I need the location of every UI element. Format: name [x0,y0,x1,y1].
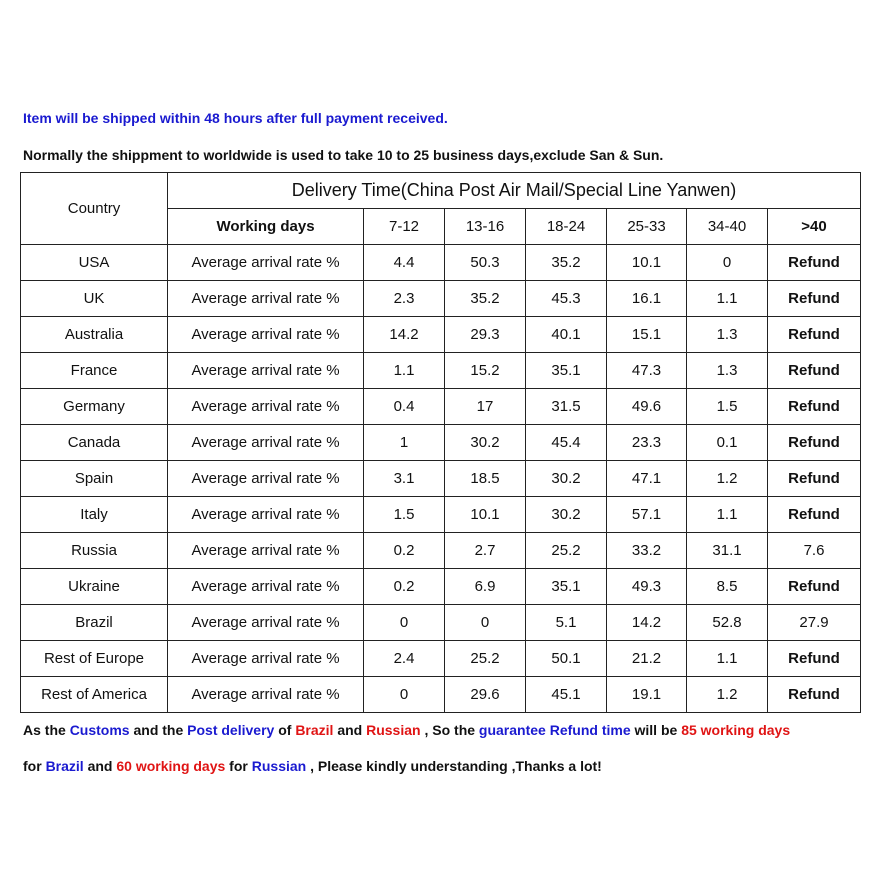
value-cell: 31.1 [687,533,768,569]
footer-segment: for [23,758,46,774]
range-header: 34-40 [687,209,768,245]
table-row [21,533,861,569]
country-cell: Germany [21,389,168,425]
country-cell: Brazil [21,605,168,641]
value-cell: 49.3 [607,569,687,605]
value-cell: 47.3 [607,353,687,389]
footer-segment: and the [129,722,188,738]
value-cell: 8.5 [687,569,768,605]
value-cell: 0 [445,605,526,641]
value-cell: Refund [768,497,861,533]
value-cell: 14.2 [364,317,445,353]
value-cell: Refund [768,677,861,713]
value-cell: 17 [445,389,526,425]
value-cell: 35.2 [445,281,526,317]
footer-segment: 85 working days [681,722,791,738]
range-header: 13-16 [445,209,526,245]
value-cell: 0 [687,245,768,281]
value-cell: Refund [768,281,861,317]
value-cell: 15.1 [607,317,687,353]
footer-line-1 [23,722,790,738]
delivery-note: Normally the shippment to worldwide is used to take 10 to 25 business days,exclude San & Sun. [23,147,664,163]
country-cell: France [21,353,168,389]
value-cell: Refund [768,317,861,353]
footer-segment: , Please kindly understanding ,Thanks a lot! [306,758,602,774]
country-cell: Canada [21,425,168,461]
footer-segment: will be [630,722,682,738]
table-row [21,281,861,317]
value-cell: 6.9 [445,569,526,605]
metric-label-cell: Average arrival rate % [168,461,364,497]
footer-segment: 60 working days [116,758,226,774]
value-cell: 10.1 [607,245,687,281]
value-cell: 0.1 [687,425,768,461]
footer-segment: Post delivery [187,722,275,738]
country-cell: UK [21,281,168,317]
metric-label-cell: Average arrival rate % [168,533,364,569]
table-row [21,641,861,677]
value-cell: 0.4 [364,389,445,425]
value-cell: 15.2 [445,353,526,389]
value-cell: 29.3 [445,317,526,353]
footer-segment: for [225,758,252,774]
value-cell: 21.2 [607,641,687,677]
value-cell: 1.3 [687,317,768,353]
value-cell: 1 [364,425,445,461]
table-row [21,389,861,425]
value-cell: 10.1 [445,497,526,533]
footer-segment: guarantee Refund time [478,722,631,738]
table-row [21,317,861,353]
value-cell: 49.6 [607,389,687,425]
value-cell: 1.2 [687,461,768,497]
value-cell: 2.4 [364,641,445,677]
range-header: 18-24 [526,209,607,245]
value-cell: 50.3 [445,245,526,281]
value-cell: 18.5 [445,461,526,497]
table-row [21,497,861,533]
value-cell: Refund [768,641,861,677]
table-row [21,605,861,641]
table-row [21,461,861,497]
footer-segment: Brazil [295,722,334,738]
value-cell: 52.8 [687,605,768,641]
value-cell: 0 [364,605,445,641]
table-row [21,353,861,389]
country-header: Country [21,173,168,245]
metric-label-cell: Average arrival rate % [168,353,364,389]
range-header: 7-12 [364,209,445,245]
table-row [21,245,861,281]
value-cell: 1.5 [687,389,768,425]
value-cell: 45.3 [526,281,607,317]
value-cell: 45.4 [526,425,607,461]
value-cell: 2.7 [445,533,526,569]
footer-segment: Russian [251,758,307,774]
range-header: 25-33 [607,209,687,245]
value-cell: 1.2 [687,677,768,713]
value-cell: 31.5 [526,389,607,425]
value-cell: Refund [768,461,861,497]
metric-label-cell: Average arrival rate % [168,389,364,425]
footer-segment: Brazil [45,758,84,774]
value-cell: 27.9 [768,605,861,641]
table-row [21,677,861,713]
value-cell: 16.1 [607,281,687,317]
value-cell: 57.1 [607,497,687,533]
footer-segment: of [274,722,296,738]
metric-label-cell: Average arrival rate % [168,281,364,317]
value-cell: 35.2 [526,245,607,281]
value-cell: 33.2 [607,533,687,569]
value-cell: 7.6 [768,533,861,569]
footer-segment: and [83,758,117,774]
value-cell: Refund [768,569,861,605]
footer-line-2 [23,758,602,774]
footer-segment: Russian [366,722,421,738]
value-cell: 25.2 [526,533,607,569]
value-cell: 30.2 [526,461,607,497]
value-cell: 25.2 [445,641,526,677]
table-row [21,569,861,605]
country-cell: Australia [21,317,168,353]
value-cell: 0.2 [364,533,445,569]
metric-label-cell: Average arrival rate % [168,641,364,677]
country-cell: Rest of America [21,677,168,713]
value-cell: 30.2 [445,425,526,461]
value-cell: 47.1 [607,461,687,497]
country-cell: Russia [21,533,168,569]
country-cell: Italy [21,497,168,533]
value-cell: 29.6 [445,677,526,713]
value-cell: 30.2 [526,497,607,533]
value-cell: 40.1 [526,317,607,353]
value-cell: 23.3 [607,425,687,461]
value-cell: Refund [768,425,861,461]
value-cell: 50.1 [526,641,607,677]
metric-label-cell: Average arrival rate % [168,677,364,713]
value-cell: 35.1 [526,569,607,605]
value-cell: 1.3 [687,353,768,389]
value-cell: 1.5 [364,497,445,533]
value-cell: 4.4 [364,245,445,281]
shipping-note: Item will be shipped within 48 hours after full payment received. [23,110,448,126]
value-cell: 2.3 [364,281,445,317]
value-cell: Refund [768,245,861,281]
table-row [21,425,861,461]
value-cell: Refund [768,389,861,425]
value-cell: 5.1 [526,605,607,641]
footer-segment: As the [23,722,70,738]
value-cell: 3.1 [364,461,445,497]
metric-label-cell: Average arrival rate % [168,245,364,281]
value-cell: 1.1 [687,641,768,677]
value-cell: 19.1 [607,677,687,713]
range-header: >40 [768,209,861,245]
working-days-label: Working days [168,209,364,245]
country-cell: Spain [21,461,168,497]
metric-label-cell: Average arrival rate % [168,317,364,353]
metric-label-cell: Average arrival rate % [168,425,364,461]
value-cell: 0.2 [364,569,445,605]
country-cell: USA [21,245,168,281]
value-cell: 1.1 [687,497,768,533]
metric-label-cell: Average arrival rate % [168,569,364,605]
value-cell: 14.2 [607,605,687,641]
value-cell: 1.1 [364,353,445,389]
footer-segment: Customs [69,722,130,738]
metric-label-cell: Average arrival rate % [168,605,364,641]
footer-segment: , So the [420,722,479,738]
delivery-table [20,172,861,713]
value-cell: 35.1 [526,353,607,389]
value-cell: 1.1 [687,281,768,317]
country-cell: Rest of Europe [21,641,168,677]
value-cell: 45.1 [526,677,607,713]
value-cell: Refund [768,353,861,389]
table-title: Delivery Time(China Post Air Mail/Special Line Yanwen) [168,173,861,209]
footer-segment: and [333,722,367,738]
metric-label-cell: Average arrival rate % [168,497,364,533]
country-cell: Ukraine [21,569,168,605]
value-cell: 0 [364,677,445,713]
